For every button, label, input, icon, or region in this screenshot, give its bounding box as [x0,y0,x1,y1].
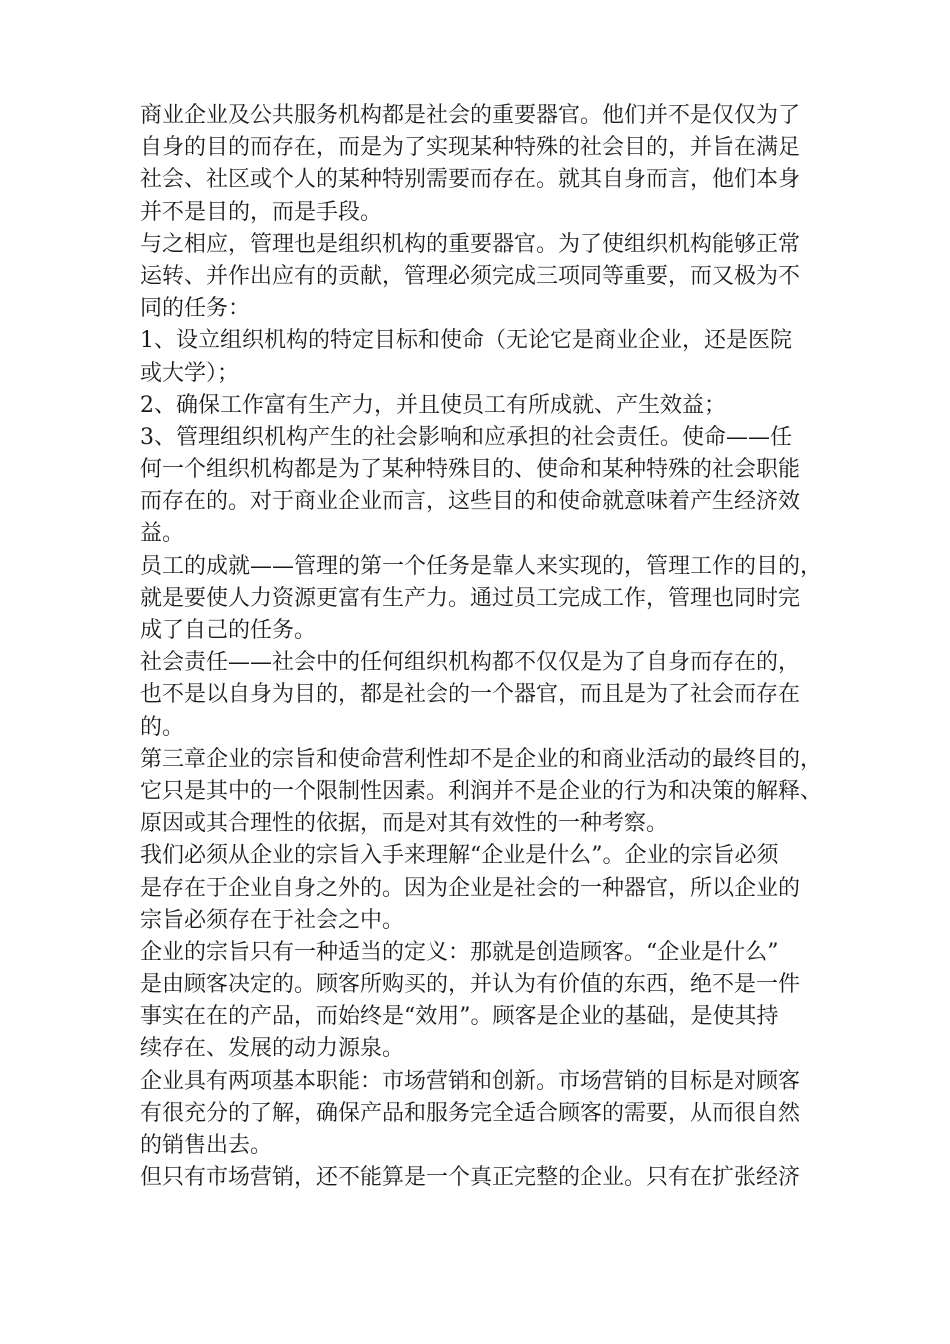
text-line: 运转、并作出应有的贡献，管理必须完成三项同等重要，而又极为不 [140,263,801,289]
text-line: 社会责任——社会中的任何组织机构都不仅仅是为了自身而存在的， [140,650,801,676]
text-line: 第三章企业的宗旨和使命营利性却不是企业的和商业活动的最终目的， [140,746,823,772]
text-line: 它只是其中的一个限制性因素。利润并不是企业的行为和决策的解释、 [140,778,823,804]
text-line: 是由顾客决定的。顾客所购买的，并认为有价值的东西，绝不是一件 [140,972,801,998]
text-line: 益。 [140,521,185,547]
text-line: 宗旨必须存在于社会之中。 [140,907,405,933]
text-line: 的。 [140,714,185,740]
text-line: 员工的成就——管理的第一个任务是靠人来实现的，管理工作的目的， [140,553,823,579]
text-line: 企业具有两项基本职能：市场营销和创新。市场营销的目标是对顾客 [140,1068,801,1094]
text-line: 并不是目的，而是手段。 [140,199,383,225]
text-line: 原因或其合理性的依据，而是对其有效性的一种考察。 [140,811,669,837]
text-line: 自身的目的而存在，而是为了实现某种特殊的社会目的，并旨在满足 [140,135,801,161]
text-line: 事实在在的产品，而始终是“效用”。顾客是企业的基础，是使其持 [140,1004,779,1030]
text-line: 也不是以自身为目的，都是社会的一个器官，而且是为了社会而存在 [140,682,801,708]
text-line: 3、管理组织机构产生的社会影响和应承担的社会责任。使命——任 [140,424,792,450]
text-line: 我们必须从企业的宗旨入手来理解“企业是什么”。企业的宗旨必须 [140,843,779,869]
text-line: 有很充分的了解，确保产品和服务完全适合顾客的需要，从而很自然 [140,1100,801,1126]
text-line: 的销售出去。 [140,1133,273,1158]
text-line: 与之相应，管理也是组织机构的重要器官。为了使组织机构能够正常 [140,231,801,257]
text-line: 1、设立组织机构的特定目标和使命（无论它是商业企业，还是医院 [140,328,792,354]
text-line: 是存在于企业自身之外的。因为企业是社会的一种器官，所以企业的 [140,875,801,901]
text-line: 企业的宗旨只有一种适当的定义：那就是创造顾客。“企业是什么” [140,939,779,965]
text-line: 同的任务： [140,296,251,322]
text-line: 何一个组织机构都是为了某种特殊目的、使命和某种特殊的社会职能 [140,457,801,483]
text-line: 就是要使人力资源更富有生产力。通过员工完成工作，管理也同时完 [140,585,801,611]
text-line: 或大学）； [140,360,240,386]
text-line: 续存在、发展的动力源泉。 [140,1036,405,1062]
text-line: 但只有市场营销，还不能算是一个真正完整的企业。只有在扩张经济 [140,1165,801,1191]
document-body [140,100,830,1194]
text-line: 商业企业及公共服务机构都是社会的重要器官。他们并不是仅仅为了 [140,103,801,128]
text-line: 成了自己的任务。 [140,618,317,643]
text-line: 而存在的。对于商业企业而言，这些目的和使命就意味着产生经济效 [140,489,801,515]
text-line: 2、确保工作富有生产力，并且使员工有所成就、产生效益； [140,392,726,418]
text-line: 社会、社区或个人的某种特别需要而存在。就其自身而言，他们本身 [140,167,801,193]
